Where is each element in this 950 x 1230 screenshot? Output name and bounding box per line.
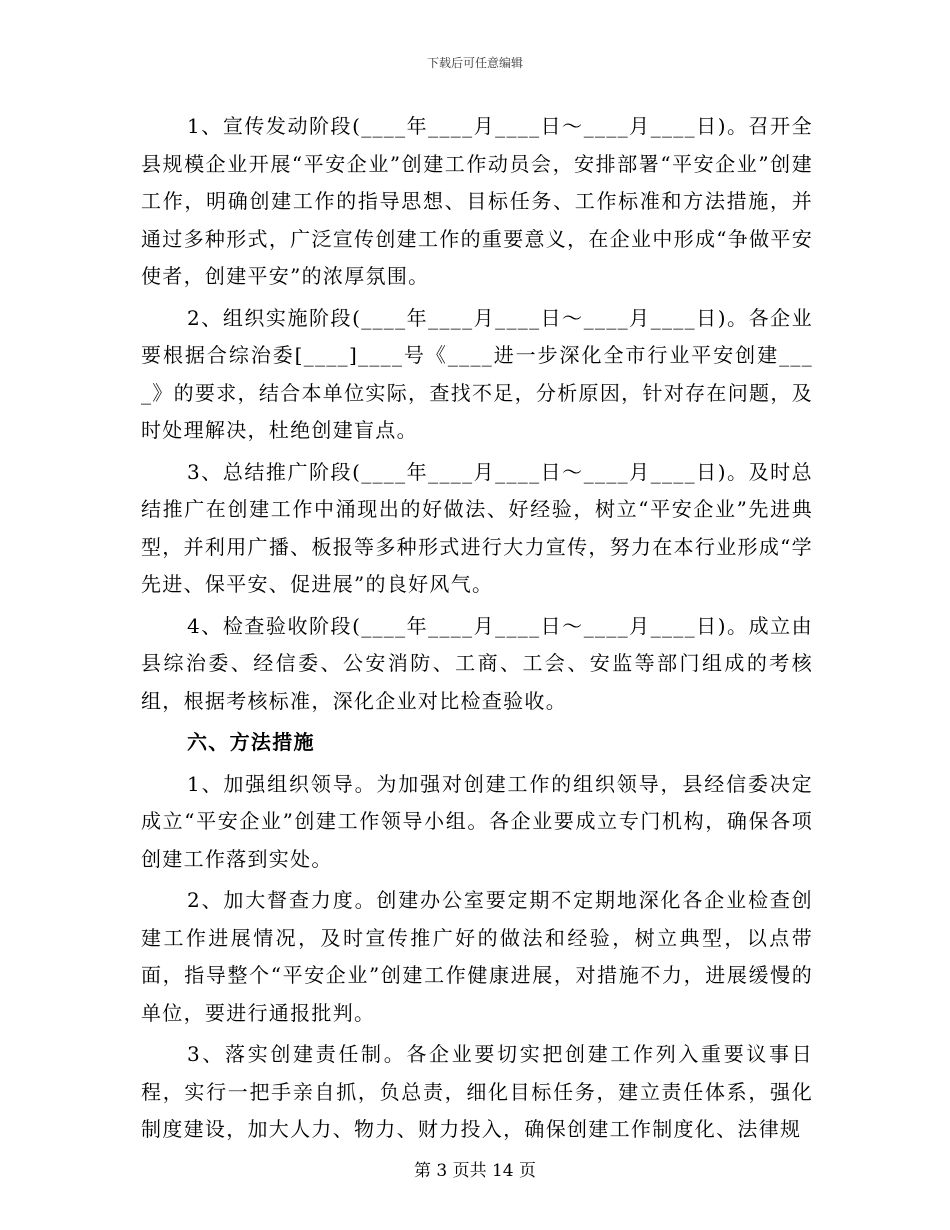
text-line: 2、加大督查力度。创建办公室要定期不定期地深化各企业检查创	[187, 888, 813, 912]
document-body	[141, 108, 813, 1153]
section-heading	[141, 724, 813, 762]
text-line: 4、检查验收阶段(____年____月____日～____月____日)。成立由	[187, 613, 813, 638]
paragraph-stage-2	[141, 300, 813, 450]
paragraph-stage-1	[141, 108, 813, 296]
text-line: 度建设，加大人力、物力、财力投入，确保创建工作制度化、法律规	[162, 1117, 802, 1141]
text-line: 县规模企业开展“平安企业”创建工作动员会，安排部署“平安企	[141, 151, 737, 176]
section-heading-text: 六、方法措施	[187, 730, 315, 754]
paragraph-stage-3	[141, 454, 813, 604]
text-line: 进典型，并利用广播、板报等多种形式进行大力宣传，努力在本行业	[141, 497, 813, 559]
page-header: 下载后可任意编辑	[426, 56, 523, 70]
text-line: 及时处理解决，杜绝创建盲点。	[141, 380, 813, 442]
text-line: 法措施，并通过多种形式，广泛宣传创建工作的重要意义，在企业中	[141, 189, 813, 251]
paragraph-measure-1	[141, 766, 813, 879]
text-line: 业”创建工作，明确创建工作的指导思想、目标任务、工作标准和方	[141, 151, 813, 213]
text-line: 慢的单位，要进行通报批判。	[141, 963, 813, 1025]
text-line: 县综治委、经信委、公安消防、工商、工会、安监等部门组成的考核	[141, 651, 813, 675]
text-line: 成立“平安企业”创建工作领导小组。各企业要成立专门机构，确保	[141, 809, 771, 833]
page-footer: 第 3 页共 14 页	[413, 1161, 537, 1181]
text-line: 3、总结推广阶段(____年____月____日～____月____日)。及时总	[187, 459, 813, 484]
text-line: 实行一把手亲自抓，负总责，细化目标任务，建立责任体系，强化制	[141, 1079, 813, 1141]
text-line: 3、落实创建责任制。各企业要切实把创建工作列入重要议事日程，	[141, 1042, 813, 1104]
text-line: 1、加强组织领导。为加强对创建工作的组织领导，县经信委决定	[187, 771, 813, 796]
text-line: 建工作进展情况，及时宣传推广好的做法和经验，树立典型，以点带	[141, 925, 813, 950]
text-line: 形成“争做平安使者，创建平安”的浓厚氛围。	[141, 226, 813, 288]
paragraph-stage-4	[141, 608, 813, 721]
text-line: 2、组织实施阶段(____年____月____日～____月____日)。各企业	[187, 305, 813, 330]
text-line: 结推广在创建工作中涌现出的好做法、好经验，树立“平安企业”先	[141, 497, 771, 521]
text-line: 组，根据考核标准，深化企业对比检查验收。	[141, 688, 567, 713]
paragraph-measure-2	[141, 882, 813, 1032]
text-line: 1、宣传发动阶段(____年____月____日～____月____日)。召开全	[187, 114, 813, 138]
paragraph-measure-3	[141, 1036, 813, 1149]
text-line: 形成“学先进、保平安、促进展”的良好风气。	[141, 534, 813, 596]
text-line: _》的要求，结合本单位实际，查找不足，分析原因，针对存在问题，	[141, 380, 792, 405]
text-line: 面，指导整个“平安企业”创建工作健康进展，对措施不力，进展缓	[141, 963, 771, 987]
text-line: 各项创建工作落到实处。	[141, 809, 813, 871]
text-line: 要根据合综治委[____]____号《____进一步深化全市行业平安创建___	[141, 343, 813, 367]
